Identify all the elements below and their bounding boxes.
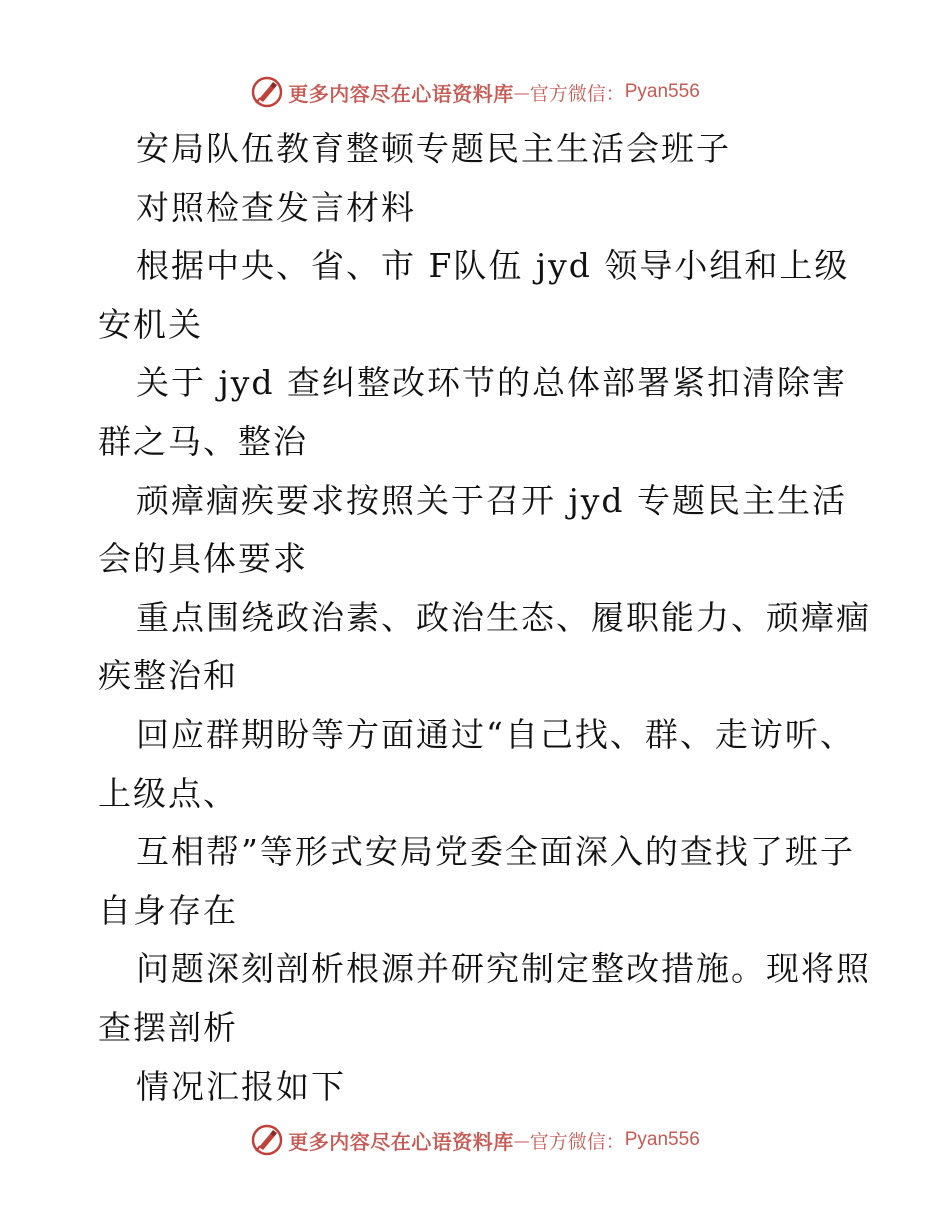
watermark-footer [0,1120,950,1160]
text-line: 自身存在 [98,890,238,930]
document-body [98,120,871,1116]
watermark-dash: — [513,82,530,102]
text-line: 重点围绕政治素、政治生态、履职能力、顽瘴痼 [136,597,871,637]
text-line: 情况汇报如下 [136,1066,346,1106]
text-line: 对照检查发言材料 [136,187,416,227]
text-line: 上级点、 [98,773,238,813]
watermark-site-text: 更多内容尽在心语资料库 [288,1129,514,1154]
text-line: 互相帮”等形式安局党委全面深入的查找了班子 [136,832,855,872]
text-line: 关于 jyd 查纠整改环节的总体部署紧扣清除害 [136,363,847,403]
text-line: 安机关 [98,304,203,344]
text-line: 根据中央、省、市 F队伍 jyd 领导小组和上级 [136,246,850,286]
watermark-header [0,72,950,112]
text-line: 问题深刻剖析根源并研究制定整改措施。现将照 [136,949,871,989]
text-line: 查摆剖析 [98,1007,238,1047]
text-line: 回应群期盼等方面通过“自己找、群、走访听、 [136,714,855,754]
text-line: 群之马、整治 [98,421,308,461]
pen-logo-icon [250,75,284,109]
text-line: 疾整治和 [98,656,238,696]
text-line: 会的具体要求 [98,539,308,579]
watermark-dash: — [513,1130,530,1150]
text-line: 安局队伍教育整顿专题民主生活会班子 [136,129,731,168]
watermark-official-label: 官方微信： [529,82,625,105]
pen-logo-icon [250,1123,284,1157]
watermark-wechat-id: Pyan556 [624,1129,700,1150]
watermark-site-text: 更多内容尽在心语资料库 [288,81,514,106]
watermark-official-label: 官方微信： [529,1130,625,1153]
text-line: 顽瘴痼疾要求按照关于召开 jyd 专题民主生活 [136,480,847,520]
watermark-wechat-id: Pyan556 [624,81,700,102]
